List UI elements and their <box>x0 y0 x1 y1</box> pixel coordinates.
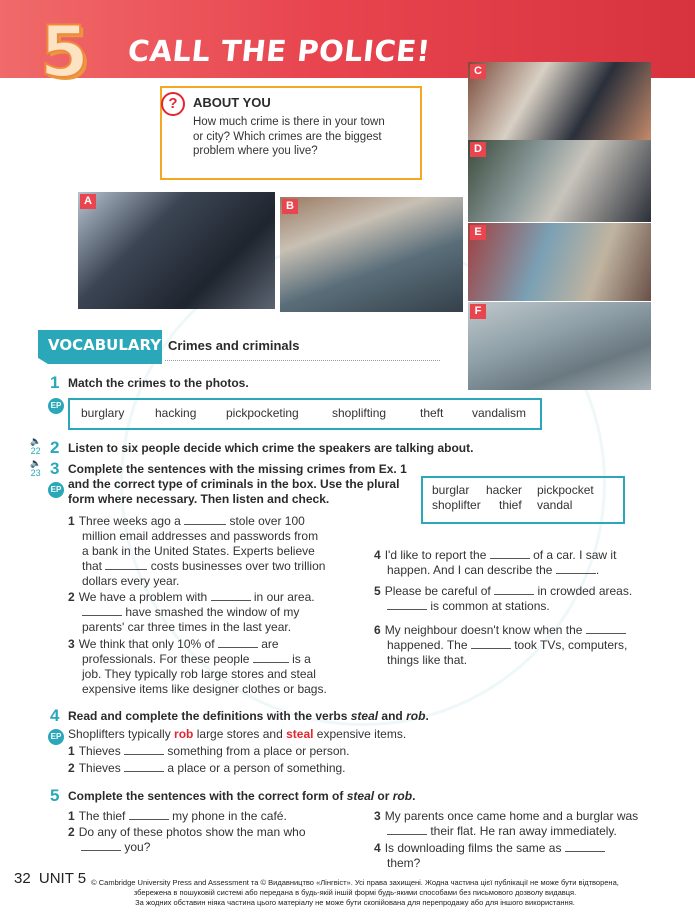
heading-line: Complete the sentences with the missing crimes from Ex. 1 <box>68 462 407 476</box>
sentence-4 <box>374 548 674 578</box>
about-line: How much crime is there in your town <box>193 116 385 128</box>
word-item: shoplifter <box>432 498 481 512</box>
track-number: 23 <box>30 468 41 478</box>
item-number: 2 <box>68 825 75 839</box>
text: Thieves <box>78 761 121 775</box>
word-item: vandalism <box>472 406 527 420</box>
text: . <box>412 789 416 803</box>
sentence-6 <box>374 623 674 668</box>
text: their flat. He ran away immediately. <box>430 824 617 838</box>
photo-label: E <box>470 225 486 240</box>
text: We have a problem with <box>78 590 208 604</box>
highlight-word: steal <box>286 727 314 741</box>
unit-title: CALL THE POLICE! <box>126 34 433 68</box>
page-number: 32 <box>14 870 31 887</box>
about-line: problem where you live? <box>193 145 318 157</box>
audio-track[interactable] <box>30 436 41 456</box>
text: took TVs, computers, <box>514 638 628 652</box>
answer-blank[interactable] <box>494 584 534 595</box>
text: Three weeks ago a <box>78 514 181 528</box>
definition-2 <box>68 761 346 776</box>
copyright-line: збережена в пошуковій системі або передана в будь-якій іншій формі будь-якими способами без письмового дозволу видавця. <box>133 888 577 897</box>
word-item: thief <box>499 498 522 512</box>
speaker-icon: 🔈 <box>30 436 42 446</box>
text: rob <box>406 709 426 723</box>
exercise-number: 5 <box>50 786 60 805</box>
copyright-line: За жодних обставин ніяка частина цього матеріалу не може бути скопійована для перепродажу або для іншого використання. <box>135 898 575 907</box>
photo-vandalism <box>468 223 651 301</box>
speaker-icon: 🔈 <box>30 458 42 468</box>
copyright-notice <box>40 878 670 908</box>
exercise-5-heading <box>68 789 415 804</box>
item-number: 3 <box>374 809 381 823</box>
text: in our area. <box>253 590 315 604</box>
photo-label: A <box>80 194 96 209</box>
ep-badge: EP <box>48 398 64 414</box>
audio-track[interactable] <box>30 458 41 478</box>
sentence-2 <box>68 590 358 635</box>
text: have smashed the window of my <box>125 605 300 619</box>
item-number: 1 <box>68 744 75 758</box>
word-item: vandal <box>537 498 573 512</box>
photo-label: C <box>470 64 486 79</box>
answer-blank[interactable] <box>105 559 147 570</box>
text: professionals. For these people <box>82 652 250 666</box>
photo-shoplifting <box>280 197 463 312</box>
exercise-4-heading <box>68 709 429 724</box>
sentence-1 <box>68 514 358 589</box>
text: job. They typically rob large stores and steal <box>82 667 316 681</box>
text: a place or a person of something. <box>167 761 346 775</box>
text: of a car. I saw it <box>533 548 617 562</box>
item-number: 6 <box>374 623 381 637</box>
text: something from a place or person. <box>167 744 350 758</box>
exercise-number: 3 <box>50 459 60 478</box>
exercise-number: 4 <box>50 706 60 725</box>
example-sentence <box>68 727 406 742</box>
photo-pickpocketing <box>468 140 651 222</box>
text: and <box>378 709 407 723</box>
dotted-divider <box>165 360 440 361</box>
answer-blank[interactable] <box>556 563 596 574</box>
word-item: theft <box>420 406 444 420</box>
photo-label: D <box>470 142 486 157</box>
word-item: hacker <box>486 483 523 497</box>
heading-line: form where necessary. Then listen and check. <box>68 492 330 506</box>
answer-blank[interactable] <box>129 809 169 820</box>
text: costs businesses over two trillion <box>150 559 326 573</box>
photo-label: B <box>282 199 298 214</box>
copyright-line: © Cambridge University Press and Assessment та © Видавництво «Лінгвіст». Усі права захищені. Жодна частина цієї публікації не може бути відтворена, <box>91 878 619 887</box>
photo-burglary <box>468 62 651 140</box>
exercise-3-heading <box>68 462 418 507</box>
answer-blank[interactable] <box>490 548 530 559</box>
unit-number: 5 <box>40 11 89 93</box>
text: My parents once came home and a burglar was <box>384 809 639 823</box>
text: Do any of these photos show the man who <box>78 825 306 839</box>
text: steal <box>350 709 379 723</box>
answer-blank[interactable] <box>124 761 164 772</box>
item-number: 1 <box>68 809 75 823</box>
word-item: pickpocket <box>537 483 594 497</box>
text: happened. The <box>387 638 468 652</box>
exercise-number: 2 <box>50 438 60 457</box>
answer-blank[interactable] <box>82 605 122 616</box>
text: parents' car three times in the last year. <box>82 620 292 634</box>
text: Shoplifters typically <box>68 727 175 741</box>
item-number: 4 <box>374 841 381 855</box>
sentence-5 <box>374 584 674 614</box>
answer-blank[interactable] <box>124 744 164 755</box>
text: . <box>425 709 429 723</box>
ep-badge: EP <box>48 482 64 498</box>
text: steal <box>346 789 375 803</box>
photo-hacking-laptop <box>78 192 275 309</box>
about-line: or city? Which crimes are the biggest <box>193 130 382 143</box>
word-item: burglary <box>81 406 125 420</box>
answer-blank[interactable] <box>471 638 511 649</box>
item-number: 3 <box>68 637 75 651</box>
answer-blank[interactable] <box>184 514 226 525</box>
about-you-text <box>193 115 408 159</box>
word-item: pickpocketing <box>226 406 299 420</box>
photo-label: F <box>470 304 486 319</box>
text: expensive items like designer clothes or bags. <box>82 682 327 696</box>
word-item: burglar <box>432 483 470 497</box>
ex5-sentence-1 <box>68 809 368 824</box>
text: Is downloading films the same as <box>384 841 562 855</box>
text: is common at stations. <box>430 599 550 613</box>
text: Please be careful of <box>384 584 491 598</box>
word-box-crimes <box>68 398 542 430</box>
exercise-number: 1 <box>50 373 60 392</box>
answer-blank[interactable] <box>81 840 121 851</box>
text: We think that only 10% of <box>78 637 215 651</box>
ex5-sentence-4 <box>374 841 674 871</box>
text: them? <box>387 856 421 870</box>
highlight-word: rob <box>174 727 194 741</box>
answer-blank[interactable] <box>211 590 251 601</box>
vocabulary-label: VOCABULARY <box>48 336 162 354</box>
text: or <box>374 789 393 803</box>
answer-blank[interactable] <box>586 623 626 634</box>
ex5-sentence-2 <box>68 825 368 855</box>
ep-badge: EP <box>48 729 64 745</box>
text: are <box>261 637 279 651</box>
answer-blank[interactable] <box>387 824 427 835</box>
footer-unit: UNIT 5 <box>38 870 87 887</box>
sentence-3 <box>68 637 358 697</box>
text: a bank in the United States. Experts believe <box>82 544 315 558</box>
text: . <box>595 563 600 577</box>
item-number: 1 <box>68 514 75 528</box>
word-item: shoplifting <box>332 406 387 420</box>
word-item: hacking <box>155 406 197 420</box>
text: Read and complete the definitions with the verbs <box>68 709 351 723</box>
text: My neighbour doesn't know when the <box>384 623 583 637</box>
text: happen. And I can describe the <box>387 563 553 577</box>
heading-line: and the correct type of criminals in the box. Use the plural <box>68 477 400 491</box>
text: my phone in the café. <box>172 809 287 823</box>
text: large stores and <box>193 727 287 741</box>
text: I'd like to report the <box>384 548 487 562</box>
text: Complete the sentences with the correct form of <box>68 789 347 803</box>
answer-blank[interactable] <box>218 637 258 648</box>
text: dollars every year. <box>82 574 180 588</box>
track-number: 22 <box>30 446 41 456</box>
answer-blank[interactable] <box>387 599 427 610</box>
text: Thieves <box>78 744 121 758</box>
text: million email addresses and passwords from <box>82 529 319 543</box>
word-box-criminals <box>421 476 625 524</box>
item-number: 2 <box>68 761 75 775</box>
text: that <box>82 559 103 573</box>
exercise-1-heading: Match the crimes to the photos. <box>68 376 249 390</box>
text: is a <box>292 652 311 666</box>
definition-1 <box>68 744 350 759</box>
text: things like that. <box>387 653 468 667</box>
text: you? <box>124 840 151 854</box>
exercise-2-heading: Listen to six people decide which crime the speakers are talking about. <box>68 441 474 455</box>
item-number: 5 <box>374 584 381 598</box>
answer-blank[interactable] <box>565 841 605 852</box>
photo-car-theft <box>468 302 651 390</box>
item-number: 4 <box>374 548 381 562</box>
ex5-sentence-3 <box>374 809 674 839</box>
text: rob <box>392 789 413 803</box>
answer-blank[interactable] <box>253 652 289 663</box>
text: stole over 100 <box>229 514 305 528</box>
text: in crowded areas. <box>537 584 633 598</box>
item-number: 2 <box>68 590 75 604</box>
question-mark-icon: ? <box>161 92 185 116</box>
about-you-heading: ABOUT YOU <box>193 95 271 110</box>
text: expensive items. <box>313 727 407 741</box>
vocabulary-subtitle: Crimes and criminals <box>168 338 300 353</box>
text: The thief <box>78 809 126 823</box>
